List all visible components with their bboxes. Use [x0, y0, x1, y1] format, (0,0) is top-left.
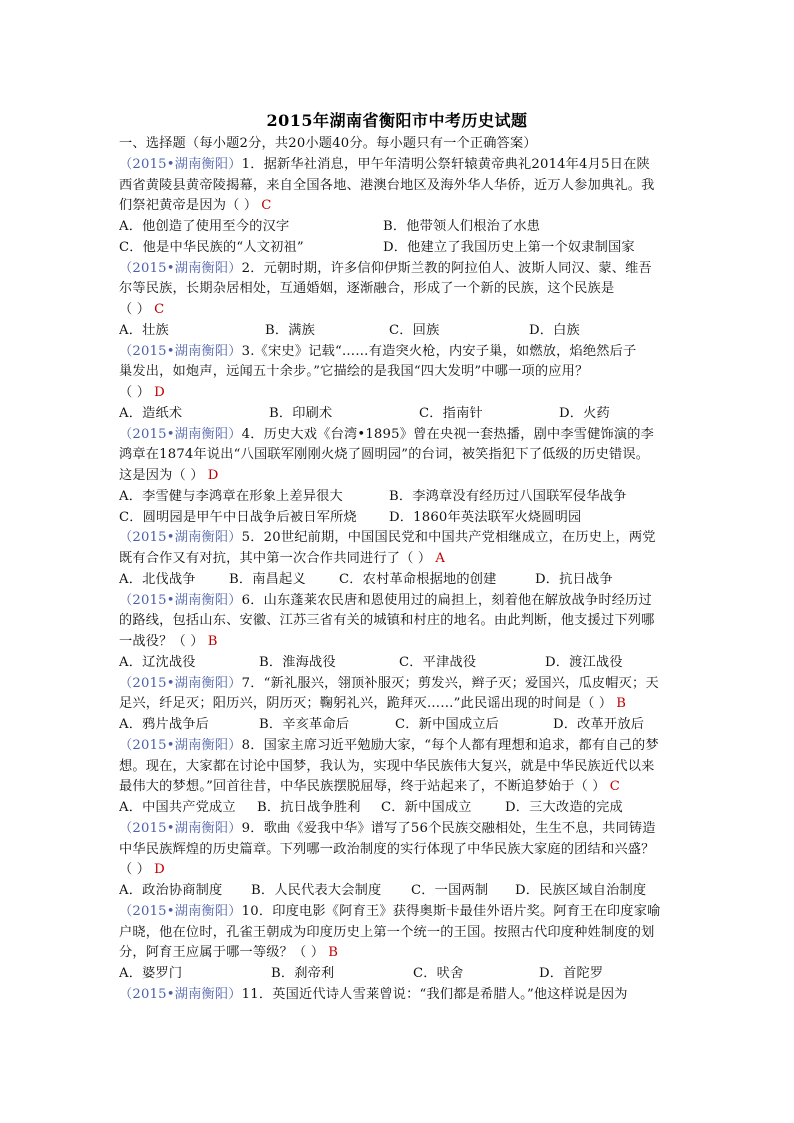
question-source: （2015•湖南衡阳） — [119, 820, 242, 836]
question-source: （2015•湖南衡阳） — [119, 903, 242, 919]
answer-mark: B — [616, 696, 627, 712]
answer-mark: D — [154, 862, 165, 878]
question-1-line-2: 西省黄陵县黄帝陵揭幕，来自全国各地、港澳台地区及海外华人华侨，近万人参加典礼。我 — [119, 177, 655, 193]
option-d: D．火药 — [559, 405, 610, 421]
option-b: B．他带领人们根治了水患 — [383, 219, 541, 234]
question-9-line-3: （ ） D — [119, 862, 165, 878]
question-6-line-3: 一战役？（ ） B — [119, 634, 218, 649]
question-3-line-2: 巢发出，如炮声，远闻五十余步。”它描绘的是我国“四大发明”中哪一项的应用？ — [119, 364, 589, 380]
question-1-line-1: （2015•湖南衡阳）1．据新华社消息，甲午年清明公祭轩辕黄帝典礼2014年4月5日在陕 — [119, 156, 650, 172]
option-a: A．政治协商制度 — [119, 883, 223, 898]
option-a: A．他创造了使用至今的汉字 — [119, 219, 290, 234]
answer-mark: B — [207, 634, 218, 649]
option-d: D．抗日战争 — [535, 571, 613, 587]
option-a: A．婆罗门 — [119, 966, 183, 981]
section-heading: 一、选择题（每小题2分，共20小题40分。每小题只有一个正确答案） — [119, 136, 537, 151]
option-b: B．淮海战役 — [259, 654, 336, 670]
question-10-line-2: 户晓，他在位时，孔雀王朝成为印度历史上第一个统一的王国。按照古代印度种姓制度的划 — [119, 924, 655, 940]
question-9-line-2: 中华民族辉煌的历史篇章。下列哪一政治制度的实行体现了中华民族大家庭的团结和兴盛？ — [119, 841, 655, 857]
question-10-options — [119, 964, 679, 985]
question-11-line-1: （2015•湖南衡阳）11．英国近代诗人雪莱曾说：“我们都是希腊人。”他这样说是因为 — [119, 986, 628, 1002]
question-4-line-2: 鸿章在1874年说出“八国联军刚刚火烧了圆明园”的台词，被笑指犯下了低级的历史错误。 — [119, 447, 650, 463]
question-5-line-1: （2015•湖南衡阳）5．20世纪前期，中国国民党和中国共产党相继成立，在历史上，两党 — [119, 530, 656, 546]
option-c: C．他是中华民族的“人文初祖” — [119, 239, 304, 255]
option-a: A．中国共产党成立 — [119, 800, 236, 815]
question-8-options — [119, 798, 679, 819]
question-8-line-1: （2015•湖南衡阳）8．国家主席习近平勉励大家，“每个人都有理想和追求，都有自己的梦 — [119, 737, 659, 753]
option-d: D．改革开放后 — [553, 717, 645, 732]
question-2-line-3: （ ） C — [119, 302, 165, 317]
option-a: A．造纸术 — [119, 405, 183, 421]
option-d: D．民族区域自治制度 — [515, 883, 647, 898]
question-source: （2015•湖南衡阳） — [119, 260, 242, 276]
question-6-line-2: 的路线，包括山东、安徽、江苏三省有关的城镇和村庄的地名。由此判断，他支援过下列哪 — [119, 613, 655, 629]
option-d: D．首陀罗 — [539, 966, 604, 981]
question-4-line-3: 这是因为（ ） D — [119, 468, 219, 483]
page-title: 2015年湖南省衡阳市中考历史试题 — [266, 111, 528, 130]
question-4-options-ab — [119, 487, 679, 508]
option-a: A．辽沈战役 — [119, 654, 196, 670]
option-c: C．指南针 — [419, 405, 483, 421]
question-4-line-1: （2015•湖南衡阳）4．历史大戏《台湾•1895》曾在央视一套热播，剧中李雪健饰演的李 — [119, 426, 655, 442]
option-b: B．人民代表大会制度 — [251, 883, 382, 898]
option-d: D．白族 — [529, 322, 580, 338]
option-c: C．吠舍 — [413, 966, 464, 981]
option-b: B．辛亥革命后 — [259, 717, 350, 732]
question-10-line-3: 分，阿育王应属于哪一等级？（ ） B — [119, 945, 339, 961]
option-c: C．农村革命根据地的创建 — [339, 571, 497, 587]
question-9-options — [119, 881, 679, 902]
question-3-line-1: （2015•湖南衡阳）3.《宋史》记载“……有造突火枪，内安子巢，如燃放，焰绝然后子 — [119, 343, 637, 359]
option-b: B．南昌起义 — [229, 571, 306, 587]
question-1-options-ab — [119, 217, 679, 238]
option-b: B．李鸿章没有经历过八国联军侵华战争 — [389, 488, 627, 504]
question-source: （2015•湖南衡阳） — [119, 737, 242, 753]
question-8-line-2: 想。现在，大家都在讨论中国梦，我认为，实现中华民族伟大复兴，就是中华民族近代以来 — [119, 758, 655, 774]
question-source: （2015•湖南衡阳） — [119, 592, 242, 608]
option-d: D．三大改造的完成 — [505, 800, 623, 815]
option-c: C．回族 — [389, 322, 440, 338]
option-d: D．1860年英法联军火烧圆明园 — [389, 509, 582, 525]
answer-mark: C — [154, 302, 165, 317]
question-5-line-2: 既有合作又有对抗，其中第一次合作共同进行了（ ） A — [119, 551, 446, 566]
question-9-line-1: （2015•湖南衡阳）9．歌曲《爱我中华》谱写了56个民族交融相处，生生不息，共同铸造 — [119, 820, 656, 836]
option-a: A．壮族 — [119, 322, 169, 338]
question-5-options — [119, 570, 679, 591]
question-2-options — [119, 321, 679, 342]
option-b: B．刹帝利 — [271, 966, 335, 981]
option-b: B．抗日战争胜利 — [257, 800, 361, 815]
question-8-line-3: 最伟大的梦想。”回首往昔，中华民族摆脱屈辱，终于站起来了，不断追梦始于（ ） C — [119, 779, 620, 795]
question-source: （2015•湖南衡阳） — [119, 343, 242, 359]
question-1-line-3: 们祭祀黄帝是因为（ ） C — [119, 198, 272, 214]
option-a: A．李雪健与李鸿章在形象上差异很大 — [119, 488, 343, 504]
answer-mark: B — [328, 945, 339, 961]
option-c: C．新中国成立 — [381, 800, 472, 815]
question-7-line-1: （2015•湖南衡阳）7．“新礼服兴，翎顶补服灭；剪发兴，辫子灭；爱国兴，瓜皮帽灭；天 — [119, 675, 659, 691]
option-b: B．印刷术 — [269, 405, 333, 421]
question-3-options — [119, 404, 679, 425]
question-2-line-1: （2015•湖南衡阳）2．元朝时期，许多信仰伊斯兰教的阿拉伯人、波斯人同汉、蒙、维吾 — [119, 260, 652, 276]
answer-mark: D — [207, 468, 219, 483]
answer-mark: C — [609, 779, 620, 795]
question-source: （2015•湖南衡阳） — [119, 530, 242, 546]
question-source: （2015•湖南衡阳） — [119, 426, 242, 442]
answer-mark: A — [435, 551, 446, 566]
answer-mark: D — [154, 385, 165, 400]
option-a: A．北伐战争 — [119, 571, 196, 587]
question-1-options-cd — [119, 238, 679, 259]
option-c: C．一国两制 — [411, 883, 489, 898]
question-7-options — [119, 715, 679, 736]
question-4-options-cd — [119, 508, 679, 529]
option-b: B．满族 — [265, 322, 316, 338]
question-2-line-2: 尔等民族，长期杂居相处，互通婚姻，逐渐融合，形成了一个新的民族，这个民族是 — [119, 281, 615, 297]
option-c: C．圆明园是甲午中日战争后被日军所烧 — [119, 509, 357, 525]
question-3-line-3: （ ） D — [119, 385, 165, 400]
option-c: C．平津战役 — [399, 654, 477, 670]
option-d: D．他建立了我国历史上第一个奴隶制国家 — [383, 239, 635, 255]
question-source: （2015•湖南衡阳） — [119, 156, 242, 172]
question-source: （2015•湖南衡阳） — [119, 675, 242, 691]
option-c: C．新中国成立后 — [395, 717, 500, 732]
answer-mark: C — [261, 198, 272, 214]
option-d: D．渡江战役 — [545, 654, 623, 670]
question-6-line-1: （2015•湖南衡阳）6．山东蓬莱农民唐和恩使用过的扁担上，刻着他在解放战争时经历过 — [119, 592, 652, 608]
question-6-options — [119, 653, 679, 674]
question-list — [119, 134, 679, 1006]
option-a: A．鸦片战争后 — [119, 717, 210, 732]
question-10-line-1: （2015•湖南衡阳）10．印度电影《阿育王》获得奥斯卡最佳外语片奖。阿育王在印度家喻 — [119, 903, 661, 919]
question-7-line-2: 足兴，纤足灭；阳历兴，阴历灭；鞠躬礼兴，跪拜灭……”此民谣出现的时间是（ ） B — [119, 696, 627, 712]
question-source: （2015•湖南衡阳） — [119, 986, 242, 1002]
